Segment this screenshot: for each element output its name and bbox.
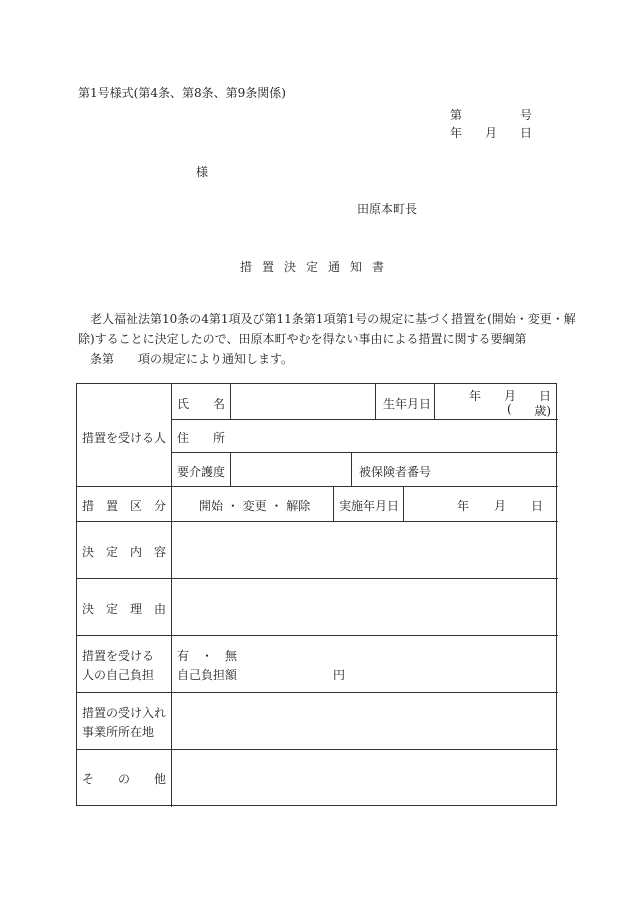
address-label: 住 所 [177,431,226,445]
start-month: 月 [493,499,506,513]
date-month: 月 [484,126,497,140]
document-title: 措置決定通知書 [240,260,395,274]
category-options[interactable]: 開始 ・ 変更 ・ 解除 [199,499,311,513]
facility-label-2: 事業所所在地 [82,725,155,739]
addressee: 様 [196,165,209,179]
doc-no-suffix: 号 [519,108,532,122]
copay-options[interactable]: 有 ・ 無 [177,649,238,663]
birth-year: 年 [469,389,482,403]
reason-field[interactable] [177,581,553,631]
other-field[interactable] [177,752,553,802]
birth-day: 日 [538,389,551,403]
doc-no-prefix: 第 [450,108,463,122]
form-number: 第1号様式(第4条、第8条、第9条関係) [78,86,286,100]
start-day: 日 [530,499,543,513]
copay-label-1: 措置を受ける [82,649,155,663]
date-day: 日 [519,126,532,140]
decision-label: 決 定 内 容 [82,545,167,559]
body-line: 条第 項の規定により通知します。 [90,352,294,366]
age-close: 歳) [534,404,551,418]
address-field[interactable] [236,420,554,451]
body-line: 老人福祉法第10条の4第1項及び第11条第1項第1号の規定に基づく措置を(開始・変更・解 [90,312,576,326]
name-field[interactable] [236,385,372,418]
document-date [450,124,532,141]
insured-no-field[interactable] [437,453,555,485]
document-number [450,106,532,123]
category-label: 措 置 区 分 [82,499,167,513]
age-value [507,402,551,419]
sender: 田原本町長 [357,202,418,216]
insured-no-label: 被保険者番号 [359,465,432,479]
start-date-value [457,497,543,514]
birth-label: 生年月日 [383,397,432,411]
reason-label: 決 定 理 由 [82,602,167,616]
decision-form-table [76,383,557,806]
decision-field[interactable] [177,524,553,574]
age-open: ( [507,402,512,416]
body-line: 除)することに決定したので、田原本町やむを得ない事由による措置に関する要綱第 [78,332,527,346]
date-year: 年 [450,126,463,140]
name-label: 氏 名 [177,397,226,411]
other-label: そ の 他 [82,772,167,786]
recipient-label: 措置を受ける人 [82,431,167,445]
birth-month: 月 [503,389,516,403]
facility-label-1: 措置の受け入れ [82,706,167,720]
start-year: 年 [457,499,470,513]
copay-amount-label: 自己負担額 [177,668,238,682]
copay-unit: 円 [333,668,346,682]
copay-label-2: 人の自己負担 [82,668,155,682]
start-date-label: 実施年月日 [339,499,400,513]
care-level-field[interactable] [236,453,348,485]
care-level-label: 要介護度 [177,465,226,479]
body-text [78,309,576,369]
facility-field[interactable] [177,695,553,745]
